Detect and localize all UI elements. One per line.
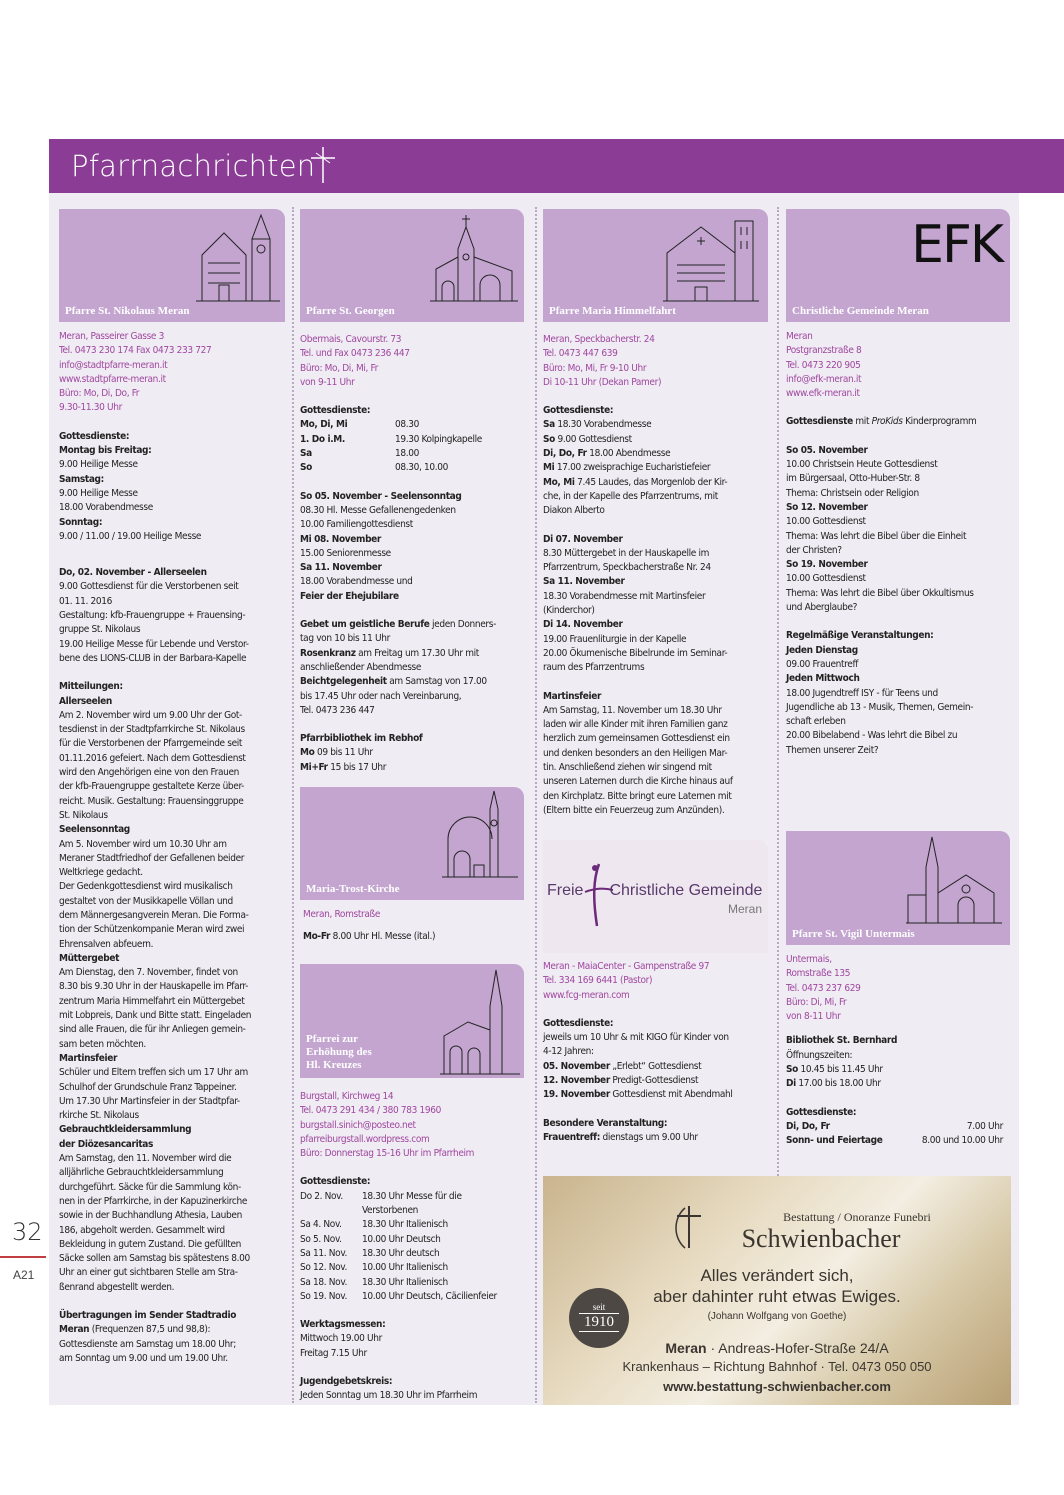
special-event-text: dienstags um 9.00 Uhr <box>600 1131 698 1143</box>
office-hours-text: Büro: Mo, Mi, Fr 9-10 Uhr <box>543 362 647 374</box>
announcement-text: Säcke sollen am Samstag bis spätestens 8.00 <box>59 1253 250 1265</box>
confession-text: am Samstag von 17.00 <box>386 676 487 688</box>
announcement-text: Am 2. November wird um 9.00 Uhr der Got- <box>59 709 242 721</box>
event-heading: Mi 08. November <box>300 533 382 545</box>
event-heading: Martinsfeier <box>543 690 602 702</box>
event-text: 18.00 Jugendtreff ISY - für Teens und <box>786 687 938 699</box>
library-hours: 17.00 bis 18.00 Uhr <box>795 1078 881 1090</box>
announcement-text: ßenrand abgestellt werden. <box>59 1281 175 1293</box>
fcg-logo-card <box>543 840 768 953</box>
schedule-row: So 5. Nov. 10.00 Uhr Deutsch <box>300 1233 441 1245</box>
church-illustration-icon <box>194 211 282 303</box>
announcement-text: tesdienst in der Stadtpfarrkirche St. Nikolaus <box>59 724 245 736</box>
event-text: 10.00 Gottesdienst <box>786 516 866 528</box>
library-hours: 09 bis 11 Uhr <box>314 747 373 759</box>
services-heading: Gottesdienste: <box>543 1017 614 1029</box>
announcements-heading: Mitteilungen: <box>59 681 123 693</box>
address-text: Untermais, <box>786 954 832 965</box>
event-text: schaft erleben <box>786 716 846 728</box>
announcement-text: zentrum Maria Himmelfahrt ein Müttergebet <box>59 995 245 1007</box>
card-label: Pfarre St. Nikolaus Meran <box>65 305 190 317</box>
event-heading: Jeden Mittwoch <box>786 673 860 685</box>
event-heading: So 12. November <box>786 501 868 513</box>
phone-text: Tel. 334 169 6441 (Pastor) <box>543 975 653 987</box>
event-text: 19.00 Frauenliturgie in der Kapelle <box>543 633 687 645</box>
schedule-entry: 9.00 Heilige Messe <box>59 487 138 499</box>
event-text: 9.00 Gottesdienst für die Verstorbenen seit <box>59 581 239 593</box>
event-heading: Jeden Dienstag <box>786 644 858 656</box>
email-link[interactable]: info@efk-meran.it <box>786 373 862 385</box>
event-text: (Kinderchor) <box>543 605 595 617</box>
event-text: 10.00 Familiengottesdienst <box>300 519 413 531</box>
event-text: laden wir alle Kinder mit ihren Familien ganz <box>543 719 728 731</box>
schedule-entry: Mo, Mi 7.45 Laudes, das Morgenlob der Kir- <box>543 476 728 488</box>
services-text: 4-12 Jahren: <box>543 1046 594 1058</box>
card-label: Pfarre St. Georgen <box>306 305 395 317</box>
announcement-text: Am 5. November wird um 10.30 Uhr am <box>59 838 227 850</box>
schedule-entry: 12. November Predigt-Gottesdienst <box>543 1075 699 1087</box>
announcement-text: sam beten möchten. <box>59 1038 146 1050</box>
announcement-title: Müttergebet <box>59 952 120 964</box>
church-illustration-icon <box>428 213 520 303</box>
schedule-row: So 08.30, 10.00 <box>300 462 449 474</box>
parish-info-st-nikolaus <box>59 330 251 1366</box>
services-heading: Gottesdienste: <box>786 1106 857 1118</box>
address-text: Meran - MaiaCenter - Gampenstraße 97 <box>543 961 710 972</box>
weekday-mass-text: Mittwoch 19.00 Uhr <box>300 1333 382 1345</box>
schedule-row: Verstorbenen <box>362 1205 419 1217</box>
announcement-text: Der Gedenkgottesdienst wird musikalisch <box>59 881 233 893</box>
event-text: Thema: Was lehrt die Bibel über Okkultismus <box>786 587 974 599</box>
address-text: Meran, Romstraße <box>303 909 381 920</box>
ad-city: Meran <box>665 1340 707 1356</box>
parish-info-maria-himmelfahrt <box>543 333 733 818</box>
event-text: 20.00 Bibelabend - Was lehrt die Bibel zu <box>786 730 958 742</box>
announcement-text: Ehrensalven abfeuern. <box>59 938 154 950</box>
event-text: 19.00 Heilige Messe für Lebende und Verstor- <box>59 638 249 650</box>
youth-prayer-heading: Jugendgebetskreis: <box>300 1376 393 1388</box>
ad-brand-subtitle: Bestattung / Onoranze Funebri <box>783 1210 931 1224</box>
office-hours-text: Büro: Mo, Di, Mi, Fr <box>300 362 378 374</box>
announcement-text: Uhr an einer gut sichtbaren Stelle am Stra- <box>59 1267 238 1279</box>
parish-info-maria-trost: Meran, Romstraße Mo-Fr 8.00 Uhr Hl. Messe (ital.) <box>303 909 436 943</box>
library-heading: Pfarrbibliothek im Rebhof <box>300 733 423 745</box>
event-text: gruppe St. Nikolaus <box>59 624 141 636</box>
announcement-text: durchgeführt. Säcke für die Sammlung kön- <box>59 1181 241 1193</box>
radio-heading: Übertragungen im Sender Stadtradio <box>59 1310 237 1321</box>
schedule-entry: che, in der Kapelle des Pfarrzentrums, mit <box>543 490 718 502</box>
website-link[interactable]: www.fcg-meran.com <box>543 989 630 1001</box>
email-link[interactable]: info@stadtpfarre-meran.it <box>59 359 168 371</box>
schedule-entry: 9.00 / 11.00 / 19.00 Heilige Messe <box>59 530 202 542</box>
rosary-title: Rosenkranz <box>300 647 356 659</box>
services-heading: Gottesdienste: <box>300 405 371 417</box>
website-link[interactable]: www.stadtpfarre-meran.it <box>59 373 166 385</box>
schedule-entry: 9.00 Heilige Messe <box>59 459 138 471</box>
schedule-day: Samstag: <box>59 473 104 485</box>
parish-card-st-georgen <box>300 209 524 322</box>
confession-title: Beichtgelegenheit <box>300 676 387 688</box>
schedule-entry: Sa 18.30 Vorabendmesse <box>543 419 652 431</box>
church-illustration-icon <box>440 789 520 881</box>
ad-quote: Alles verändert sich, <box>700 1266 854 1285</box>
phone-text: Tel. 0473 237 629 <box>786 982 861 994</box>
event-text: Thema: Was lehrt die Bibel über die Einheit <box>786 530 967 542</box>
library-heading: Bibliothek St. Bernhard <box>786 1035 898 1047</box>
address-text: Obermais, Cavourstr. 73 <box>300 334 402 345</box>
announcement-text: Schüler und Eltern treffen sich um 17 Uhr am <box>59 1067 248 1079</box>
announcement-text: Bekleidung in gutem Zustand. Die gefüllten <box>59 1238 242 1250</box>
event-text: Am Samstag, 11. November um 18.30 Uhr <box>543 704 722 716</box>
event-text: Feier der Ehejubilare <box>300 590 399 602</box>
card-label: Maria-Trost-Kirche <box>306 883 400 895</box>
ad-brand-name: Schwienbacher <box>741 1224 901 1253</box>
announcement-text: sowie in der Buchhandlung Athesia, Lauben <box>59 1210 242 1222</box>
schedule-row: Do 2. Nov. 18.30 Uhr Messe für die <box>300 1190 462 1202</box>
event-heading: Di 14. November <box>543 619 623 631</box>
services-heading: Gottesdienste: <box>59 430 130 442</box>
schedule-entry: Di, Do, Fr 18.00 Abendmesse <box>543 448 671 460</box>
address-text: Postgranzstraße 8 <box>786 345 862 357</box>
rosary-text: anschließender Abendmesse <box>300 661 422 673</box>
event-heading: So 05. November <box>786 444 868 456</box>
page-number: 32 <box>12 1218 43 1246</box>
regular-events-heading: Regelmäßige Veranstaltungen: <box>786 630 934 642</box>
announcement-title: Gebrauchtkleidersammlung <box>59 1124 192 1136</box>
prayer-text: tag von 10 bis 11 Uhr <box>300 633 390 645</box>
section-title: Pfarrnachrichten <box>71 149 316 183</box>
phone-text: Tel. und Fax 0473 236 447 <box>300 348 410 360</box>
church-illustration-icon <box>661 213 761 305</box>
office-hours-text: von 9-11 Uhr <box>300 376 355 388</box>
parish-card-maria-himmelfahrt <box>543 209 768 322</box>
announcement-title: der Diözesancaritas <box>59 1138 154 1150</box>
event-text: 8.30 Müttergebet in der Hauskapelle im <box>543 547 710 559</box>
address-text: Burgstall, Kirchweg 14 <box>300 1091 394 1102</box>
radio-frequency: (Frequenzen 87,5 und 98,8): <box>89 1324 211 1336</box>
event-text: 20.00 Ökumenische Bibelrunde im Seminar- <box>543 647 728 659</box>
special-event-heading: Besondere Veranstaltung: <box>543 1117 668 1129</box>
card-label: Pfarrei zur Erhöhung des Hl. Kreuzes <box>306 1033 372 1071</box>
services-heading: Gottesdienste: <box>543 405 614 417</box>
schedule-entry: 18.00 Vorabendmesse <box>59 502 153 514</box>
card-label: Pfarre Maria Himmelfahrt <box>549 305 676 317</box>
schedule-day: Sonntag: <box>59 516 103 528</box>
event-text: tin. Anschließend ziehen wir singend mit <box>543 762 712 774</box>
parish-card-st-nikolaus <box>59 209 285 322</box>
seal-badge: seit 1910 <box>569 1288 629 1348</box>
confession-text: Tel. 0473 236 447 <box>300 704 375 716</box>
schedule-entry: Diakon Alberto <box>543 505 605 517</box>
schedule-row: So 12. Nov. 10.00 Uhr Italienisch <box>300 1262 448 1274</box>
announcement-text: 186, abgeholt werden. Gesammelt wird <box>59 1224 225 1236</box>
event-text: 18.00 Vorabendmesse und <box>300 576 413 588</box>
services-heading: Gottesdienste: <box>300 1176 371 1188</box>
column-divider <box>292 207 294 1403</box>
announcement-text: der kfb-Frauengruppe gestaltete Kerze über- <box>59 781 245 793</box>
address-text: Romstraße 135 <box>786 968 851 980</box>
column-divider <box>535 207 537 1403</box>
library-hours: 10.45 bis 11.45 Uhr <box>797 1064 883 1076</box>
cross-icon <box>306 145 340 185</box>
event-heading: Do, 02. November - Allerseelen <box>59 567 207 579</box>
schedule-row: Sa 4. Nov. 18.30 Uhr Italienisch <box>300 1219 448 1231</box>
schedule-entry: Mi 17.00 zweisprachige Eucharistiefeier <box>543 462 711 474</box>
services-heading: Gottesdienste mit ProKids Kinderprogramm <box>786 416 977 428</box>
ad-quote-author: (Johann Wolfgang von Goethe) <box>707 1311 847 1322</box>
phone-text: Tel. 0473 220 905 <box>786 359 861 371</box>
schedule-row: Sa 18.00 <box>300 448 419 460</box>
rosary-text: am Freitag um 17.30 Uhr mit <box>355 647 479 659</box>
section-header <box>49 139 1064 193</box>
parish-card-st-vigil <box>786 831 1010 945</box>
announcement-text: rkirche St. Nikolaus <box>59 1110 139 1122</box>
ad-quote: aber dahinter ruht etwas Ewiges. <box>653 1287 901 1306</box>
announcement-title: Seelensonntag <box>59 824 130 836</box>
announcement-text: alljährliche Gebrauchtkleidersammlung <box>59 1167 224 1179</box>
schedule-row: Sa 11. Nov. 18.30 Uhr deutsch <box>300 1247 440 1259</box>
event-text: unseren Laternen durch die Kirche hinaus auf <box>543 776 733 788</box>
parish-card-efk <box>786 209 1010 322</box>
schedule-entry: 19. November Gottesdienst mit Abendmahl <box>543 1089 733 1101</box>
event-text: Jugendliche ab 13 - Musik, Themen, Gemein- <box>786 701 974 713</box>
page-divider <box>0 1256 46 1258</box>
website-link[interactable]: pfarreiburgstall.wordpress.com <box>300 1133 430 1145</box>
event-text: 10.00 Gottesdienst <box>786 573 866 585</box>
radio-city: Meran <box>59 1324 90 1336</box>
weekday-mass-heading: Werktagsmessen: <box>300 1319 386 1331</box>
office-hours-text: Büro: Di, Mi, Fr <box>786 996 847 1008</box>
announcement-text: Meraner Stadtfriedhof der Gefallenen beider <box>59 852 245 864</box>
website-link[interactable]: www.efk-meran.it <box>786 388 860 400</box>
event-text: 10.00 Christsein Heute Gottesdienst <box>786 459 938 471</box>
event-text: im Bürgersaal, Otto-Huber-Str. 8 <box>786 473 920 485</box>
schedule-entry: 05. November „Erlebt“ Gottesdienst <box>543 1060 702 1072</box>
ad-address: · Andreas-Hofer-Straße 24/A <box>706 1340 889 1356</box>
page-code: A21 <box>13 1268 35 1282</box>
mass-time: 8.00 Uhr Hl. Messe (ital.) <box>330 931 436 943</box>
announcement-text: Um 17.30 Uhr Martinsfeier in der Stadtpfar- <box>59 1095 240 1107</box>
event-text: 18.30 Vorabendmesse mit Martinsfeier <box>543 590 706 602</box>
parish-info-efk <box>786 330 976 758</box>
event-text: 15.00 Seniorenmesse <box>300 547 391 559</box>
youth-prayer-text: Jeden Sonntag um 18.30 Uhr im Pfarrheim <box>300 1390 478 1402</box>
event-heading: Di 07. November <box>543 533 623 545</box>
announcement-text: 01.11.2016 gefeiert. Nach dem Gottesdienst <box>59 752 246 764</box>
parish-info-hl-kreuz <box>300 1090 497 1404</box>
announcement-text: für die Verstorbenen der Pfarrgemeinde seit <box>59 738 243 750</box>
radio-text: Gottesdienste am Samstag um 18.00 Uhr; <box>59 1338 236 1350</box>
announcement-text: mit Lobpreis, Dank und Bitte statt. Eingeladen <box>59 1010 252 1022</box>
announcement-text: sind alle Frauen, die für ihr Anliegen gemein- <box>59 1024 246 1036</box>
radio-text: am Sonntag um 9.00 und um 19.00 Uhr. <box>59 1352 228 1364</box>
event-heading: So 05. November - Seelensonntag <box>300 490 462 502</box>
address-text: Meran <box>786 331 813 342</box>
schedule-entry: So 9.00 Gottesdienst <box>543 433 632 445</box>
event-text: 08.30 Hl. Messe Gefallenengedenken <box>300 504 456 516</box>
ad-website-link[interactable]: www.bestattung-schwienbacher.com <box>663 1379 891 1394</box>
parish-card-hl-kreuz <box>300 964 524 1078</box>
announcement-text: Schulhof der Grundschule Franz Tappeiner. <box>59 1081 237 1093</box>
schedule-row: Sonn- und Feiertage 8.00 und 10.00 Uhr <box>786 1135 1003 1147</box>
announcement-text: dem Männergesangverein Meran. Die Forma- <box>59 909 249 921</box>
schedule-day: Montag bis Freitag: <box>59 445 152 457</box>
phone-text: Tel. 0473 291 434 / 380 783 1960 <box>300 1105 441 1117</box>
event-text: (Eltern bitte ein Feuerzeug zum Anzünden). <box>543 804 725 816</box>
announcement-text: nen in der Pfarrkirche, in der Kapuzinerkirche <box>59 1195 248 1207</box>
event-text: Pfarrzentrum, Speckbacherstraße Nr. 24 <box>543 562 711 574</box>
library-hours: 15 bis 17 Uhr <box>327 761 387 773</box>
event-text: den Kirchplatz. Bitte bringt eure Laternen mit <box>543 790 732 802</box>
office-hours-text: Büro: Mo, Di, Do, Fr <box>59 388 140 400</box>
event-heading: Sa 11. November <box>543 576 625 588</box>
event-text: 09.00 Frauentreff <box>786 658 859 670</box>
event-text: herzlich zum gemeinsamen Gottesdienst ein <box>543 733 730 745</box>
fcg-logo-city: Meran <box>727 902 762 916</box>
address-text: Meran, Passeirer Gasse 3 <box>59 331 164 342</box>
event-text: Gestaltung: kfb-Frauengruppe + Frauensing- <box>59 610 246 622</box>
event-text: 01. 11. 2016 <box>59 595 113 607</box>
office-hours-text: Di 10-11 Uhr (Dekan Pamer) <box>543 376 662 388</box>
parish-info-st-georgen: Obermais, Cavourstr. 73 Tel. und Fax 0473 236 447 Büro: Mo, Di, Mi, Fr von 9-11 Uhr Gottesdienste: Mo, Di, Mi 08.30 1. Do i.M. 19.30 Kolpingkapelle Sa 18.00 So 08.30, 10.00 So 05. November - Seelensonntag 08.30 Hl. Messe Gefallenengedenken 10.00 Familiengottesdienst Mi 08. November 15.00 Seniorenmesse Sa 11. November 18.00 Vorabendmesse und Feier der Ehejubilare Gebet um geistliche Berufe jeden Donners- tag von 10 bis 11 Uhr Rosenkranz am Freitag um 17.30 Uhr mit anschließender Abendmesse Beichtgelegenheit am Samstag von 17.00 bis 17.45 Uhr oder nach Vereinbarung, Tel. 0473 236 447 Pfarrbibliothek im Rebhof Mo 09 bis 11 Uhr Mi+Fr 15 bis 17 Uhr <box>300 334 496 773</box>
funeral-home-ad[interactable] <box>543 1176 1011 1405</box>
card-label: Pfarre St. Vigil Untermais <box>792 928 915 940</box>
phone-text: Tel. 0473 230 174 Fax 0473 233 727 <box>59 345 212 357</box>
confession-text: bis 17.45 Uhr oder nach Vereinbarung, <box>300 690 462 702</box>
event-text: und denken besonders an den Heiligen Mar- <box>543 747 728 759</box>
event-heading: So 19. November <box>786 559 868 571</box>
address-text: Meran, Speckbacherstr. 24 <box>543 334 655 345</box>
event-text: Thema: Christsein oder Religion <box>786 487 919 499</box>
schedule-row: Mo, Di, Mi 08.30 <box>300 419 419 431</box>
weekday-mass-text: Freitag 7.15 Uhr <box>300 1347 367 1359</box>
announcement-title: Martinsfeier <box>59 1052 118 1064</box>
event-text: und Aberglaube? <box>786 602 858 614</box>
announcement-text: St. Nikolaus <box>59 809 108 821</box>
schedule-row: So 19. Nov. 10.00 Uhr Deutsch, Cäcilienfeier <box>300 1290 497 1302</box>
announcement-text: Weltkriege gedacht. <box>59 867 143 879</box>
announcement-title: Allerseelen <box>59 695 112 707</box>
email-link[interactable]: burgstall.sinich@posteo.net <box>300 1119 416 1131</box>
prayer-text: jeden Donners- <box>429 619 496 631</box>
office-hours-text: 9.30-11.30 Uhr <box>59 402 122 414</box>
parish-info-fcg: Meran - MaiaCenter - Gampenstraße 97 Tel. 334 169 6441 (Pastor) www.fcg-meran.com Gottesdienste: jeweils um 10 Uhr & mit KIGO für Kinder von 4-12 Jahren: 05. November „Erlebt“ Gottesdienst 12. November Predigt-Gottesdienst 19. November Gottesdienst mit Abendmahl Besondere Veranstaltung: Frauentreff: dienstags um 9.00 Uhr <box>543 961 733 1143</box>
schedule-row: Sa 18. Nov. 18.30 Uhr Italienisch <box>300 1276 448 1288</box>
card-label: Christliche Gemeinde Meran <box>792 305 929 317</box>
office-hours-text: von 8-11 Uhr <box>786 1011 841 1023</box>
church-illustration-icon <box>438 966 522 1076</box>
phone-text: Tel. 0473 447 639 <box>543 348 618 360</box>
office-hours-text: Büro: Donnerstag 15-16 Uhr im Pfarrheim <box>300 1148 475 1160</box>
announcement-text: Am Samstag, den 11. November wird die <box>59 1153 232 1165</box>
parish-info-st-vigil: Untermais, Romstraße 135 Tel. 0473 237 629 Büro: Di, Mi, Fr von 8-11 Uhr Bibliothek St. Bernhard Öffnungszeiten: So 10.45 bis 11.45 Uhr Di 17.00 bis 18.00 Uhr Gottesdienste: Di, Do, Fr 7.00 Uhr Sonn- und Feiertage 8.00 und 10.00 Uhr <box>786 953 1003 1149</box>
announcement-text: 8.30 bis 9.30 Uhr in der Hauskapelle im Pfarr- <box>59 981 249 993</box>
services-text: jeweils um 10 Uhr & mit KIGO für Kinder von <box>543 1032 729 1044</box>
announcement-text: gestaltet von der Musikkapelle Völlan und <box>59 895 233 907</box>
parish-card-maria-trost <box>300 787 524 900</box>
church-illustration-icon <box>904 835 1004 925</box>
announcement-text: Am Dienstag, den 7. November, findet von <box>59 967 238 979</box>
event-text: Themen unserer Zeit? <box>786 744 879 756</box>
schedule-row: Di, Do, Fr 7.00 Uhr <box>786 1120 1003 1132</box>
schedule-row: 1. Do i.M. 19.30 Kolpingkapelle <box>300 433 482 445</box>
announcement-text: wird den Angehörigen eine von den Frauen <box>59 767 240 779</box>
ad-contact: Krankenhaus – Richtung Bahnhof · Tel. 0473 050 050 <box>622 1359 932 1374</box>
library-text: Öffnungszeiten: <box>786 1049 853 1061</box>
event-text: raum des Pfarrzentrums <box>543 662 645 674</box>
announcement-text: reicht. Musik. Gestaltung: Frauensinggruppe <box>59 795 244 807</box>
fcg-logo-text: Freie Christliche Gemeinde <box>547 882 763 899</box>
event-text: der Christen? <box>786 544 842 556</box>
efk-logo: EFK <box>911 215 1002 275</box>
announcement-text: tion der Schützenkompanie Meran wird zwei <box>59 924 245 936</box>
event-text: bene des LIONS-CLUB in der Barbara-Kapelle <box>59 652 247 664</box>
event-heading: Sa 11. November <box>300 562 382 574</box>
prayer-title: Gebet um geistliche Berufe <box>300 619 430 631</box>
